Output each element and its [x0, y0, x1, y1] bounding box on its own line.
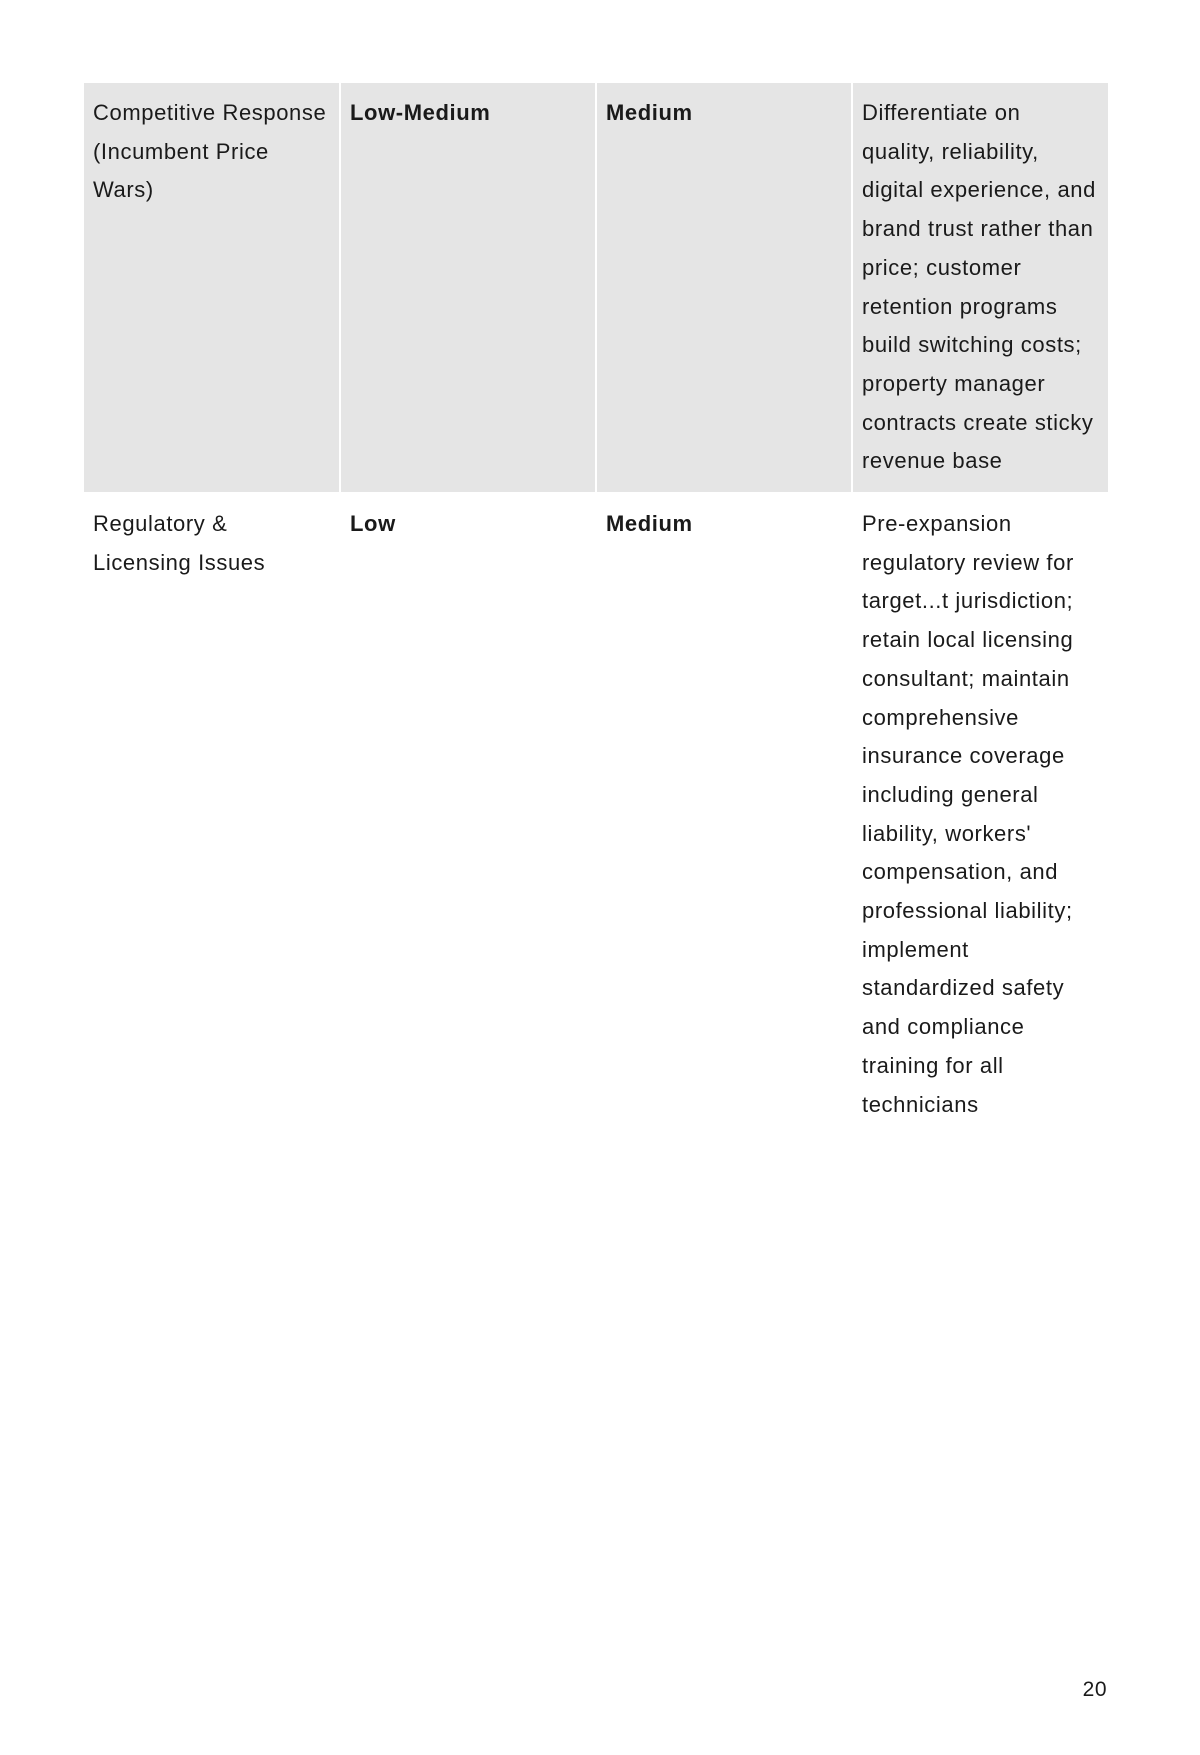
risk-table [84, 83, 1108, 1135]
mitigation-cell: Pre-expansion regulatory review for target...t jurisdiction; retain local licensing consultant; maintain comprehensive insurance coverage including general liability, workers' compensation, and professional liability; implement standardized safety and compliance training for all technicians [852, 493, 1108, 1135]
likelihood-cell: Low-Medium [340, 83, 596, 493]
page-number: 20 [1082, 1678, 1107, 1701]
table-row [84, 493, 1108, 1135]
impact-cell: Medium [596, 83, 852, 493]
impact-cell: Medium [596, 493, 852, 1135]
likelihood-cell: Low [340, 493, 596, 1135]
risk-cell: Regulatory & Licensing Issues [93, 511, 266, 575]
table-row [84, 83, 1108, 493]
mitigation-cell: Differentiate on quality, reliability, digital experience, and brand trust rather than price; customer retention programs build switching costs; property manager contracts create sticky revenue base [852, 83, 1108, 493]
risk-cell: Competitive Response (Incumbent Price Wars) [84, 83, 340, 493]
